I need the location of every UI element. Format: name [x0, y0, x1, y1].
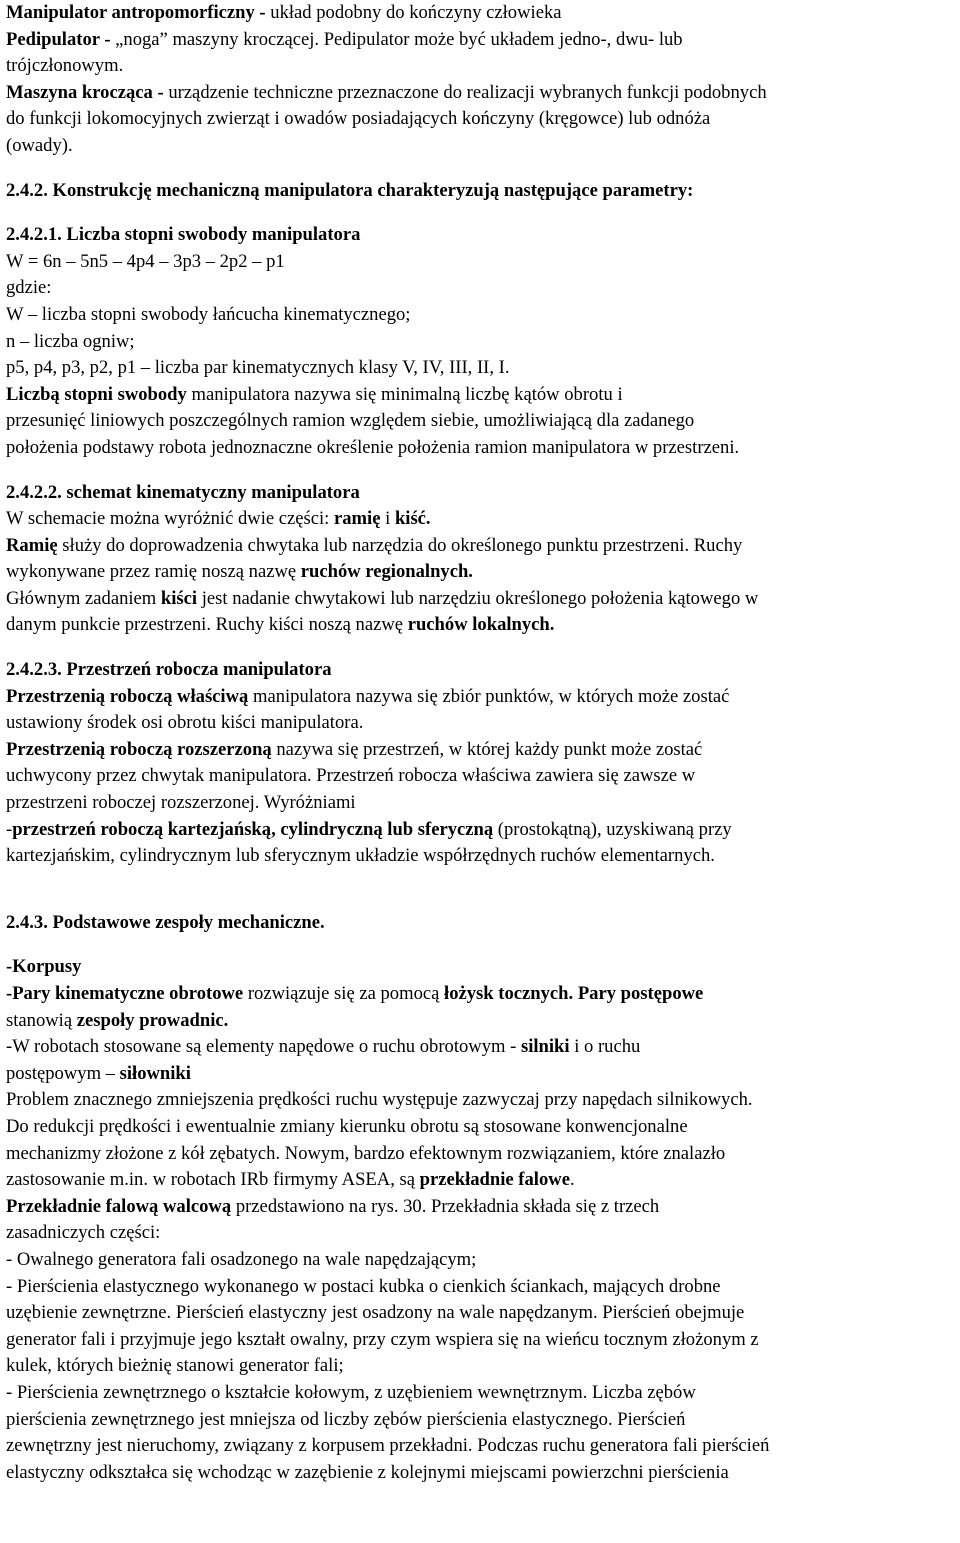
list-item-cont: uzębienie zewnętrzne. Pierścień elastyczny jest osadzony na wale napędzanym. Pierścień obejmuje	[6, 1302, 745, 1324]
dof-definition: Liczbą stopni swobody manipulatora nazywa się minimalną liczbę kątów obrotu i	[6, 383, 623, 405]
def-maszyna-cont-1: do funkcji lokomocyjnych zwierząt i owadów posiadających kończyny (kręgowce) lub odnóża	[6, 108, 711, 130]
arm-definition: Ramię służy do doprowadzenia chwytaka lub narzędzia do określonego punktu przestrzeni. Ruchy	[6, 534, 743, 556]
def-pedipulator-cont: trójczłonowym.	[6, 55, 124, 77]
term-maszyna: Maszyna krocząca -	[6, 81, 164, 103]
arm-definition-cont: wykonywane przez ramię noszą nazwę ruchów regionalnych.	[6, 561, 473, 583]
workspace-types: -przestrzeń roboczą kartezjańską, cylindryczną lub sferyczną (prostokątną), uzyskiwaną przy	[6, 818, 732, 840]
term-arm: Ramię	[6, 534, 58, 556]
term-dof: Liczbą stopni swobody	[6, 383, 187, 405]
term-wrist: kiści	[160, 587, 198, 609]
section-heading-2-4-3: 2.4.3. Podstawowe zespoły mechaniczne.	[6, 911, 325, 933]
workspace-extended-cont-2: przestrzeni roboczej rozszerzonej. Wyróżniami	[6, 792, 356, 814]
item-pary: -Pary kinematyczne obrotowe rozwiązuje się za pomocą łożysk tocznych. Pary postępowe	[6, 983, 704, 1004]
list-item-cont: elastyczny odkształca się wchodząc w zazębienie z kolejnymi miejscami powierzchni pierścienia	[6, 1461, 729, 1483]
list-item: - Pierścienia zewnętrznego o kształcie kołowym, z uzębieniem wewnętrznym. Liczba zębów	[6, 1381, 696, 1403]
list-item-cont: pierścienia zewnętrznego jest mniejsza od liczby zębów pierścienia elastycznego. Pierścień	[6, 1408, 686, 1430]
def-pedipulator: Pedipulator - „noga” maszyny kroczącej. Pedipulator może być układem jedno-, dwu- lub	[6, 28, 683, 50]
list-item-cont: generator fali i przyjmuje jego kształt owalny, przy czym wspiera się na wieńcu tocznym złożonym z	[6, 1328, 759, 1350]
item-korpusy: -Korpusy	[6, 956, 82, 978]
section-heading-2-4-2-2: 2.4.2.2. schemat kinematyczny manipulatora	[6, 481, 360, 503]
formula-where: gdzie:	[6, 277, 52, 299]
wave-gear-intro: Przekładnie falową walcową przedstawiono na rys. 30. Przekładnia składa się z trzech	[6, 1195, 660, 1217]
section-heading-2-4-2-1: 2.4.2.1. Liczba stopni swobody manipulatora	[6, 224, 361, 246]
term-workspace-proper: Przestrzenią roboczą właściwą	[6, 685, 249, 707]
def-manipulator: Manipulator antropomorficzny - układ podobny do kończyny człowieka	[6, 2, 562, 23]
formula-def-p: p5, p4, p3, p2, p1 – liczba par kinematycznych klasy V, IV, III, II, I.	[6, 357, 510, 379]
item-pary-cont: stanowią zespoły prowadnic.	[6, 1009, 229, 1031]
def-maszyna: Maszyna krocząca - urządzenie techniczne przeznaczone do realizacji wybranych funkcji podobnych	[6, 81, 767, 103]
reduction-text-2: mechanizmy złożone z kół zębatych. Nowym, bardzo efektownym rozwiązaniem, które znalazło	[6, 1142, 726, 1164]
schema-parts: W schemacie można wyróżnić dwie części: ramię i kiść.	[6, 508, 431, 530]
item-drives: -W robotach stosowane są elementy napędowe o ruchu obrotowym - silniki i o ruchu	[6, 1036, 641, 1058]
formula: W = 6n – 5n5 – 4p4 – 3p3 – 2p2 – p1	[6, 250, 285, 272]
list-item-cont: kulek, których bieżnię stanowi generator fali;	[6, 1355, 344, 1377]
reduction-text-3: zastosowanie m.in. w robotach IRb firmymy ASEA, są przekładnie falowe.	[6, 1169, 575, 1191]
problem-text: Problem znacznego zmniejszenia prędkości ruchu występuje zazwyczaj przy napędach silnikowych.	[6, 1089, 753, 1111]
workspace-extended-cont-1: uchwycony przez chwytak manipulatora. Przestrzeń robocza właściwa zawiera się zawsze w	[6, 765, 696, 787]
formula-def-n: n – liczba ogniw;	[6, 330, 135, 352]
workspace-extended: Przestrzenią roboczą rozszerzoną nazywa się przestrzeń, w której każdy punkt może zostać	[6, 738, 703, 760]
workspace-types-cont: kartezjańskim, cylindrycznym lub sferycznym układzie współrzędnych ruchów elementarnych.	[6, 845, 715, 867]
term-workspace-extended: Przestrzenią roboczą rozszerzoną	[6, 738, 272, 760]
wrist-definition-cont: danym punkcie przestrzeni. Ruchy kiści noszą nazwę ruchów lokalnych.	[6, 614, 555, 636]
dof-definition-cont-1: przesunięć liniowych poszczególnych ramion względem siebie, umożliwiającą dla zadanego	[6, 410, 695, 432]
formula-def-w: W – liczba stopni swobody łańcucha kinematycznego;	[6, 303, 411, 325]
section-heading-2-4-2: 2.4.2. Konstrukcję mechaniczną manipulatora charakteryzują następujące parametry:	[6, 179, 694, 201]
section-heading-2-4-2-3: 2.4.2.3. Przestrzeń robocza manipulatora	[6, 659, 332, 681]
workspace-proper: Przestrzenią roboczą właściwą manipulatora nazywa się zbiór punktów, w których może zostać	[6, 685, 730, 707]
wrist-definition: Głównym zadaniem kiści jest nadanie chwytakowi lub narzędziu określonego położenia kątowego w	[6, 587, 759, 609]
item-drives-cont: postępowym – siłowniki	[6, 1062, 191, 1084]
term-manipulator: Manipulator antropomorficzny -	[6, 2, 266, 23]
dof-definition-cont-2: położenia podstawy robota jednoznaczne określenie położenia ramion manipulatora w przestrzeni.	[6, 436, 740, 458]
workspace-proper-cont: ustawiony środek osi obrotu kiści manipulatora.	[6, 712, 364, 734]
reduction-text-1: Do redukcji prędkości i ewentualnie zmiany kierunku obrotu są stosowane konwencjonalne	[6, 1115, 688, 1137]
list-item-cont: zewnętrzny jest nieruchomy, związany z korpusem przekładni. Podczas ruchu generatora fali pierścień	[6, 1435, 770, 1457]
term-pedipulator: Pedipulator -	[6, 28, 111, 50]
wave-gear-intro-cont: zasadniczych części:	[6, 1222, 161, 1244]
def-maszyna-cont-2: (owady).	[6, 134, 73, 156]
list-item: - Owalnego generatora fali osadzonego na wale napędzającym;	[6, 1248, 477, 1270]
list-item: - Pierścienia elastycznego wykonanego w postaci kubka o cienkich ściankach, mających drobne	[6, 1275, 721, 1297]
